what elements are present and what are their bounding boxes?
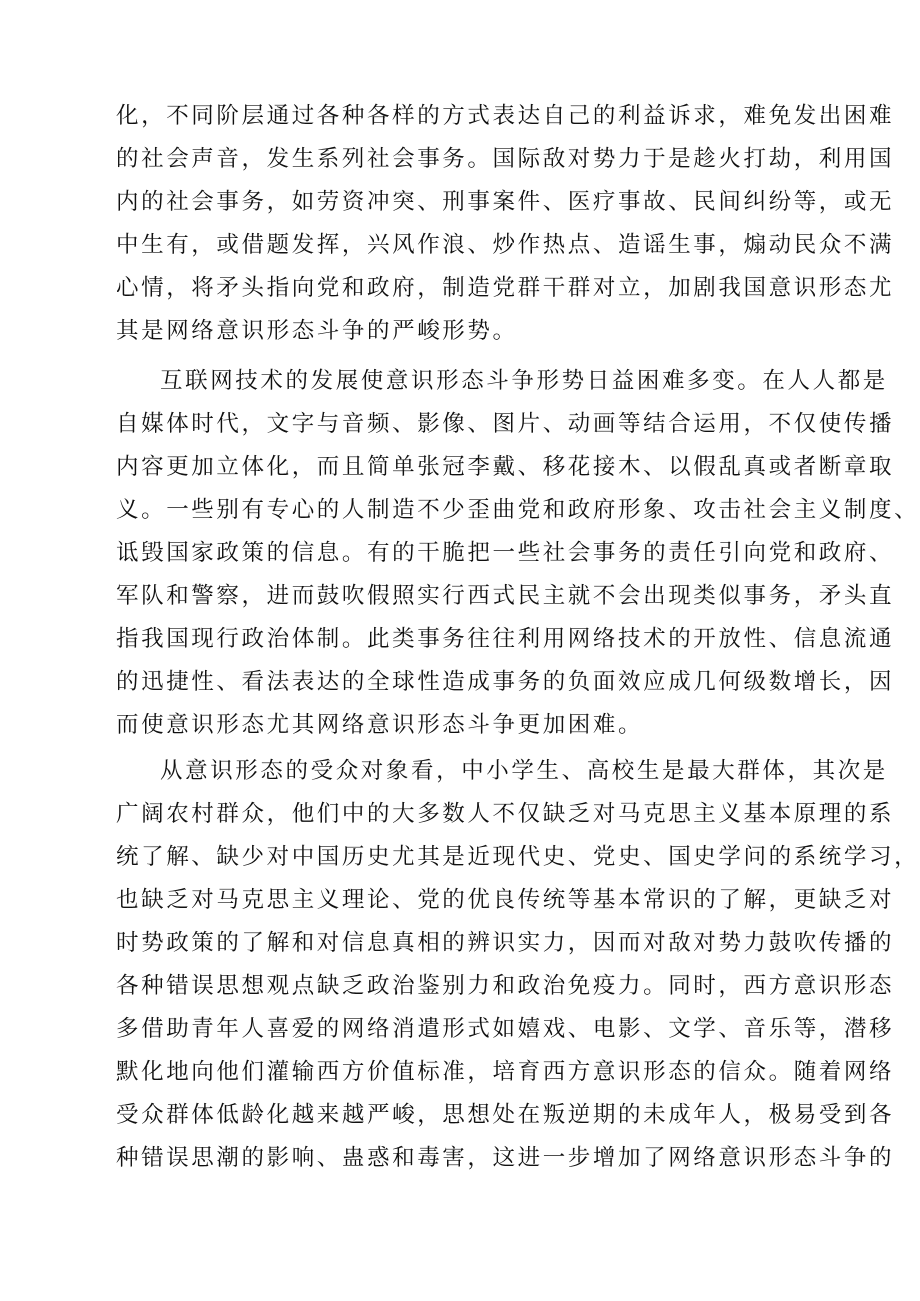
text-line: 化，不同阶层通过各种各样的方式表达自己的利益诉求，难免发出困难: [116, 103, 895, 129]
text-line: 指我国现行政治体制。此类事务往往利用网络技术的开放性、信息流通: [116, 626, 895, 652]
text-line: 广阔农村群众，他们中的大多数人不仅缺乏对马克思主义基本原理的系: [116, 801, 895, 827]
text-line: 默化地向他们灌输西方价值标准，培育西方意识形态的信众。随着网络: [116, 1059, 895, 1085]
text-line: 也缺乏对马克思主义理论、党的优良传统等基本常识的了解，更缺乏对: [116, 887, 895, 913]
text-line: 多借助青年人喜爱的网络消遣形式如嬉戏、电影、文学、音乐等，潜移: [116, 1016, 895, 1042]
text-line: 中生有，或借题发挥，兴风作浪、炒作热点、造谣生事，煽动民众不满: [116, 232, 895, 258]
text-line: 内的社会事务，如劳资冲突、刑事案件、医疗事故、民间纠纷等，或无: [116, 189, 895, 215]
text-line: 而使意识形态尤其网络意识形态斗争更加困难。: [116, 712, 644, 738]
text-line: 诋毁国家政策的信息。有的干脆把一些社会事务的责任引向党和政府、: [116, 540, 895, 566]
text-line: 的社会声音，发生系列社会事务。国际敌对势力于是趁火打劫，利用国: [116, 146, 895, 172]
text-line: 义。一些别有专心的人制造不少歪曲党和政府形象、攻击社会主义制度、: [116, 497, 920, 523]
text-line: 统了解、缺少对中国历史尤其是近现代史、党史、国史学问的系统学习，: [116, 844, 920, 870]
text-line: 互联网技术的发展使意识形态斗争形势日益困难多变。在人人都是: [160, 368, 888, 394]
text-line: 内容更加立体化，而且简单张冠李戴、移花接木、以假乱真或者断章取: [116, 454, 895, 480]
text-line: 军队和警察，进而鼓吹假照实行西式民主就不会出现类似事务，矛头直: [116, 583, 895, 609]
text-line: 自媒体时代，文字与音频、影像、图片、动画等结合运用，不仅使传播: [116, 411, 895, 437]
text-line: 受众群体低龄化越来越严峻，思想处在叛逆期的未成年人，极易受到各: [116, 1102, 895, 1128]
text-line: 各种错误思想观点缺乏政治鉴别力和政治免疫力。同时，西方意识形态: [116, 973, 895, 999]
text-line: 从意识形态的受众对象看，中小学生、高校生是最大群体，其次是: [160, 758, 888, 784]
text-line: 其是网络意识形态斗争的严峻形势。: [116, 318, 518, 344]
text-line: 的迅捷性、看法表达的全球性造成事务的负面效应成几何级数增长，因: [116, 669, 895, 695]
text-line: 种错误思潮的影响、蛊惑和毒害，这进一步增加了网络意识形态斗争的: [116, 1145, 895, 1171]
text-line: 心情，将矛头指向党和政府，制造党群干群对立，加剧我国意识形态尤: [116, 275, 895, 301]
text-line: 时势政策的了解和对信息真相的辨识实力，因而对敌对势力鼓吹传播的: [116, 930, 895, 956]
